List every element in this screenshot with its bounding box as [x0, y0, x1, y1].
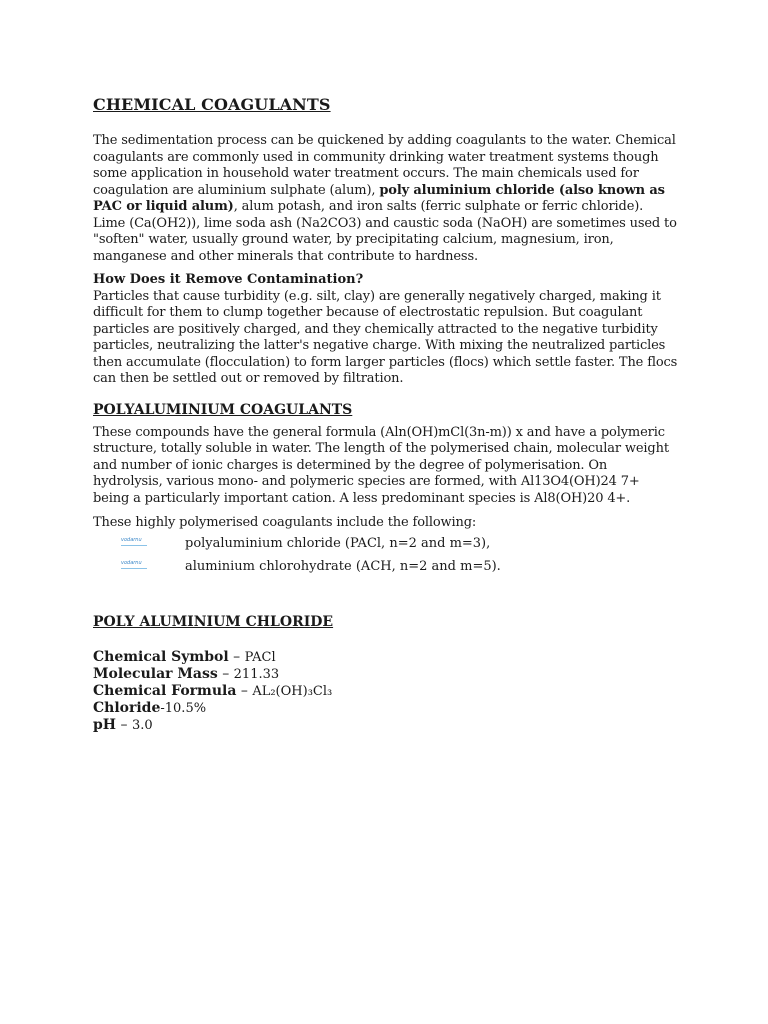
contamination-heading: How Does it Remove Contamination?	[93, 272, 364, 287]
document-page	[93, 95, 678, 734]
property-value: -10.5%	[160, 700, 207, 716]
bullet-icon	[121, 538, 147, 548]
intro-text-2: , alum potash, and iron salts (ferric sulphate or ferric chloride). Lime (Ca(OH2)), lime soda ash (Na2CO3) and caustic soda (NaOH) are sometimes used to "soften" water, usually ground water, by precipitating calcium, magnesium, iron, manganese and other minerals that contribute to hardness.	[93, 199, 677, 264]
property-row	[93, 649, 678, 666]
property-value: 211.33	[233, 666, 280, 682]
intro-bold-text: poly aluminium chloride (also known as PAC or liquid alum)	[93, 182, 665, 214]
bullet-logo-text: vodarnu	[121, 559, 142, 566]
polyaluminium-paragraph: These compounds have the general formula (Aln(OH)mCl(3n-m)) x and have a polymeric structure, totally soluble in water. The length of the polymerised chain, molecular weight and number of ionic charges is determined by the degree of polymerisation. On hydrolysis, various mono- and polymeric species are formed, with Al13O4(OH)24 7+ being a particularly important cation. A less predominant species is Al8(OH)20 4+.	[93, 424, 669, 506]
list-item-text: polyaluminium chloride (PACl, n=2 and m=3),	[185, 535, 491, 551]
property-row	[93, 700, 678, 717]
property-label: Molecular Mass	[93, 665, 218, 682]
pac-properties	[93, 649, 678, 734]
property-separator: –	[236, 682, 253, 699]
bullet-icon	[121, 561, 147, 571]
list-item	[93, 536, 678, 559]
intro-text-1: The sedimentation process can be quickened by adding coagulants to the water. Chemical coagulants are commonly used in community drinking water treatment systems though some application in household water treatment occurs. The main chemicals used for coagulation are aluminium sulphate (alum),	[93, 133, 676, 198]
property-label: Chemical Symbol	[93, 648, 229, 665]
intro-paragraph	[93, 133, 678, 265]
property-row	[93, 683, 678, 700]
property-separator: –	[217, 665, 234, 682]
property-label: pH	[93, 716, 117, 733]
property-value: 3.0	[131, 717, 153, 733]
bullet-logo-text: vodarnu	[121, 536, 142, 543]
list-item	[93, 559, 678, 582]
property-value: AL₂(OH)₃Cl₃	[252, 683, 333, 699]
property-value: PACl	[244, 649, 276, 665]
property-row	[93, 666, 678, 683]
list-intro: These highly polymerised coagulants include the following:	[93, 515, 477, 530]
polyaluminium-heading: POLYALUMINIUM COAGULANTS	[93, 401, 353, 418]
property-label: Chloride	[93, 699, 161, 716]
property-label: Chemical Formula	[93, 682, 237, 699]
property-separator: –	[228, 648, 245, 665]
contamination-paragraph: Particles that cause turbidity (e.g. silt, clay) are generally negatively charged, making it difficult for them to clump together because of electrostatic repulsion. But coagulant particles are positively charged, and they chemically attracted to the negative turbidity particles, neutralizing the latter's negative charge. With mixing the neutralized particles then accumulate (flocculation) to form larger particles (flocs) which settle faster. The flocs can then be settled out or removed by filtration.	[93, 288, 678, 386]
pac-heading: POLY ALUMINIUM CHLORIDE	[93, 613, 334, 630]
coagulant-list	[93, 536, 678, 582]
pac-section	[93, 614, 678, 734]
list-item-text: aluminium chlorohydrate (ACH, n=2 and m=5).	[185, 558, 501, 574]
property-separator: –	[116, 716, 132, 733]
page-title: CHEMICAL COAGULANTS	[93, 95, 331, 114]
property-row	[93, 717, 678, 734]
